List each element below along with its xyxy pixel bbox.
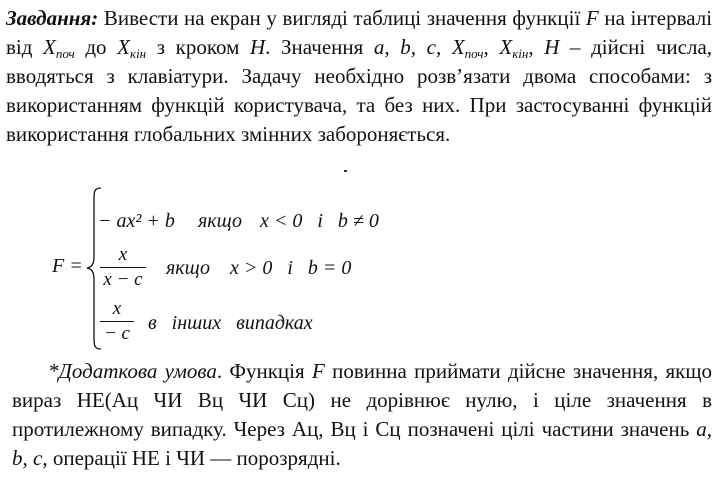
- task-text-1: Вивести на екран у вигляді таблиці значення функції: [103, 6, 581, 30]
- case3-denominator: − c: [103, 323, 130, 344]
- formula-function-name: F =: [52, 255, 83, 277]
- task-var-h-2: H: [544, 35, 560, 59]
- extra-condition-paragraph: [12, 357, 712, 473]
- extra-text-3: , операції НЕ і ЧИ — порозрядні.: [42, 446, 341, 470]
- task-sub-poch: поч: [55, 46, 75, 61]
- case2-condition: x > 0 і b = 0: [230, 257, 352, 279]
- case2-condition-word: якщо: [166, 257, 210, 279]
- task-sub-poch-2: поч: [464, 46, 484, 61]
- case1-condition: x < 0 і b ≠ 0: [260, 210, 379, 232]
- case2-numerator: x: [100, 244, 146, 268]
- extra-var-f: F: [311, 359, 325, 383]
- task-label: Завдання:: [6, 6, 99, 30]
- task-text-5: . Значення: [265, 35, 364, 59]
- case2-denominator: x − c: [103, 269, 143, 290]
- task-vars: a, b, c,: [373, 35, 442, 59]
- extra-label: *Додаткова умова: [48, 359, 217, 383]
- task-var-x-end-2: X: [499, 35, 513, 59]
- task-var-x-end: X: [117, 35, 130, 59]
- task-text-2: на інтервалі від: [6, 6, 713, 59]
- task-sub-kin-2: кін: [512, 46, 529, 61]
- task-sub-kin: кін: [129, 46, 147, 61]
- case2-fraction: [100, 244, 146, 291]
- task-paragraph: Завдання: Вивести на екран у вигляді таблиці значення функції F на інтервалі від $X_{поч}$ до $X_{кін}$ з кроком H. Значення a, b, c, $X_{поч}$, $X_{кін}$, H – дійсні числа, вводяться з клавіатури. Задачу необхідно розв’язати двома способами: з використанням функцій користувача, та без них. При застосуванні функцій використання глобальних змінних забороняється.: [6, 6, 713, 146]
- case3-fraction: [100, 298, 134, 345]
- extra-vars: a, b, c: [12, 417, 712, 470]
- task-var-f: F: [585, 6, 599, 30]
- stray-mark: [344, 170, 347, 172]
- task-text-4: з кроком: [156, 35, 240, 59]
- extra-text-2: повинна приймати дійсне значення, якщо вираз НЕ(Ац ЧИ Вц ЧИ Сц) не дорівнює нулю, і ціле значення в протилежному випадку. Через Ац, Вц і Сц позначені цілі частини значень: [12, 359, 713, 441]
- task-text-6: – дійсні числа, вводяться з клавіатури. Задачу необхідно розв’язати двома способами: з використанням функцій користувача, та без них. При застосуванні функцій використання глобальних змінних забороняється.: [6, 35, 713, 146]
- extra-text-1: . Функція: [216, 359, 305, 383]
- task-var-x-start-2: X: [451, 35, 465, 59]
- case1-expression: − ax² + b: [98, 210, 175, 232]
- task-var-x-start: X: [43, 35, 56, 59]
- case3-numerator: x: [100, 298, 134, 322]
- task-var-h: H: [250, 35, 266, 59]
- piecewise-formula: [0, 186, 722, 351]
- case1-condition-word: якщо: [198, 210, 242, 232]
- task-text-3: до: [85, 35, 107, 59]
- case3-condition: в інших випадках: [148, 312, 313, 334]
